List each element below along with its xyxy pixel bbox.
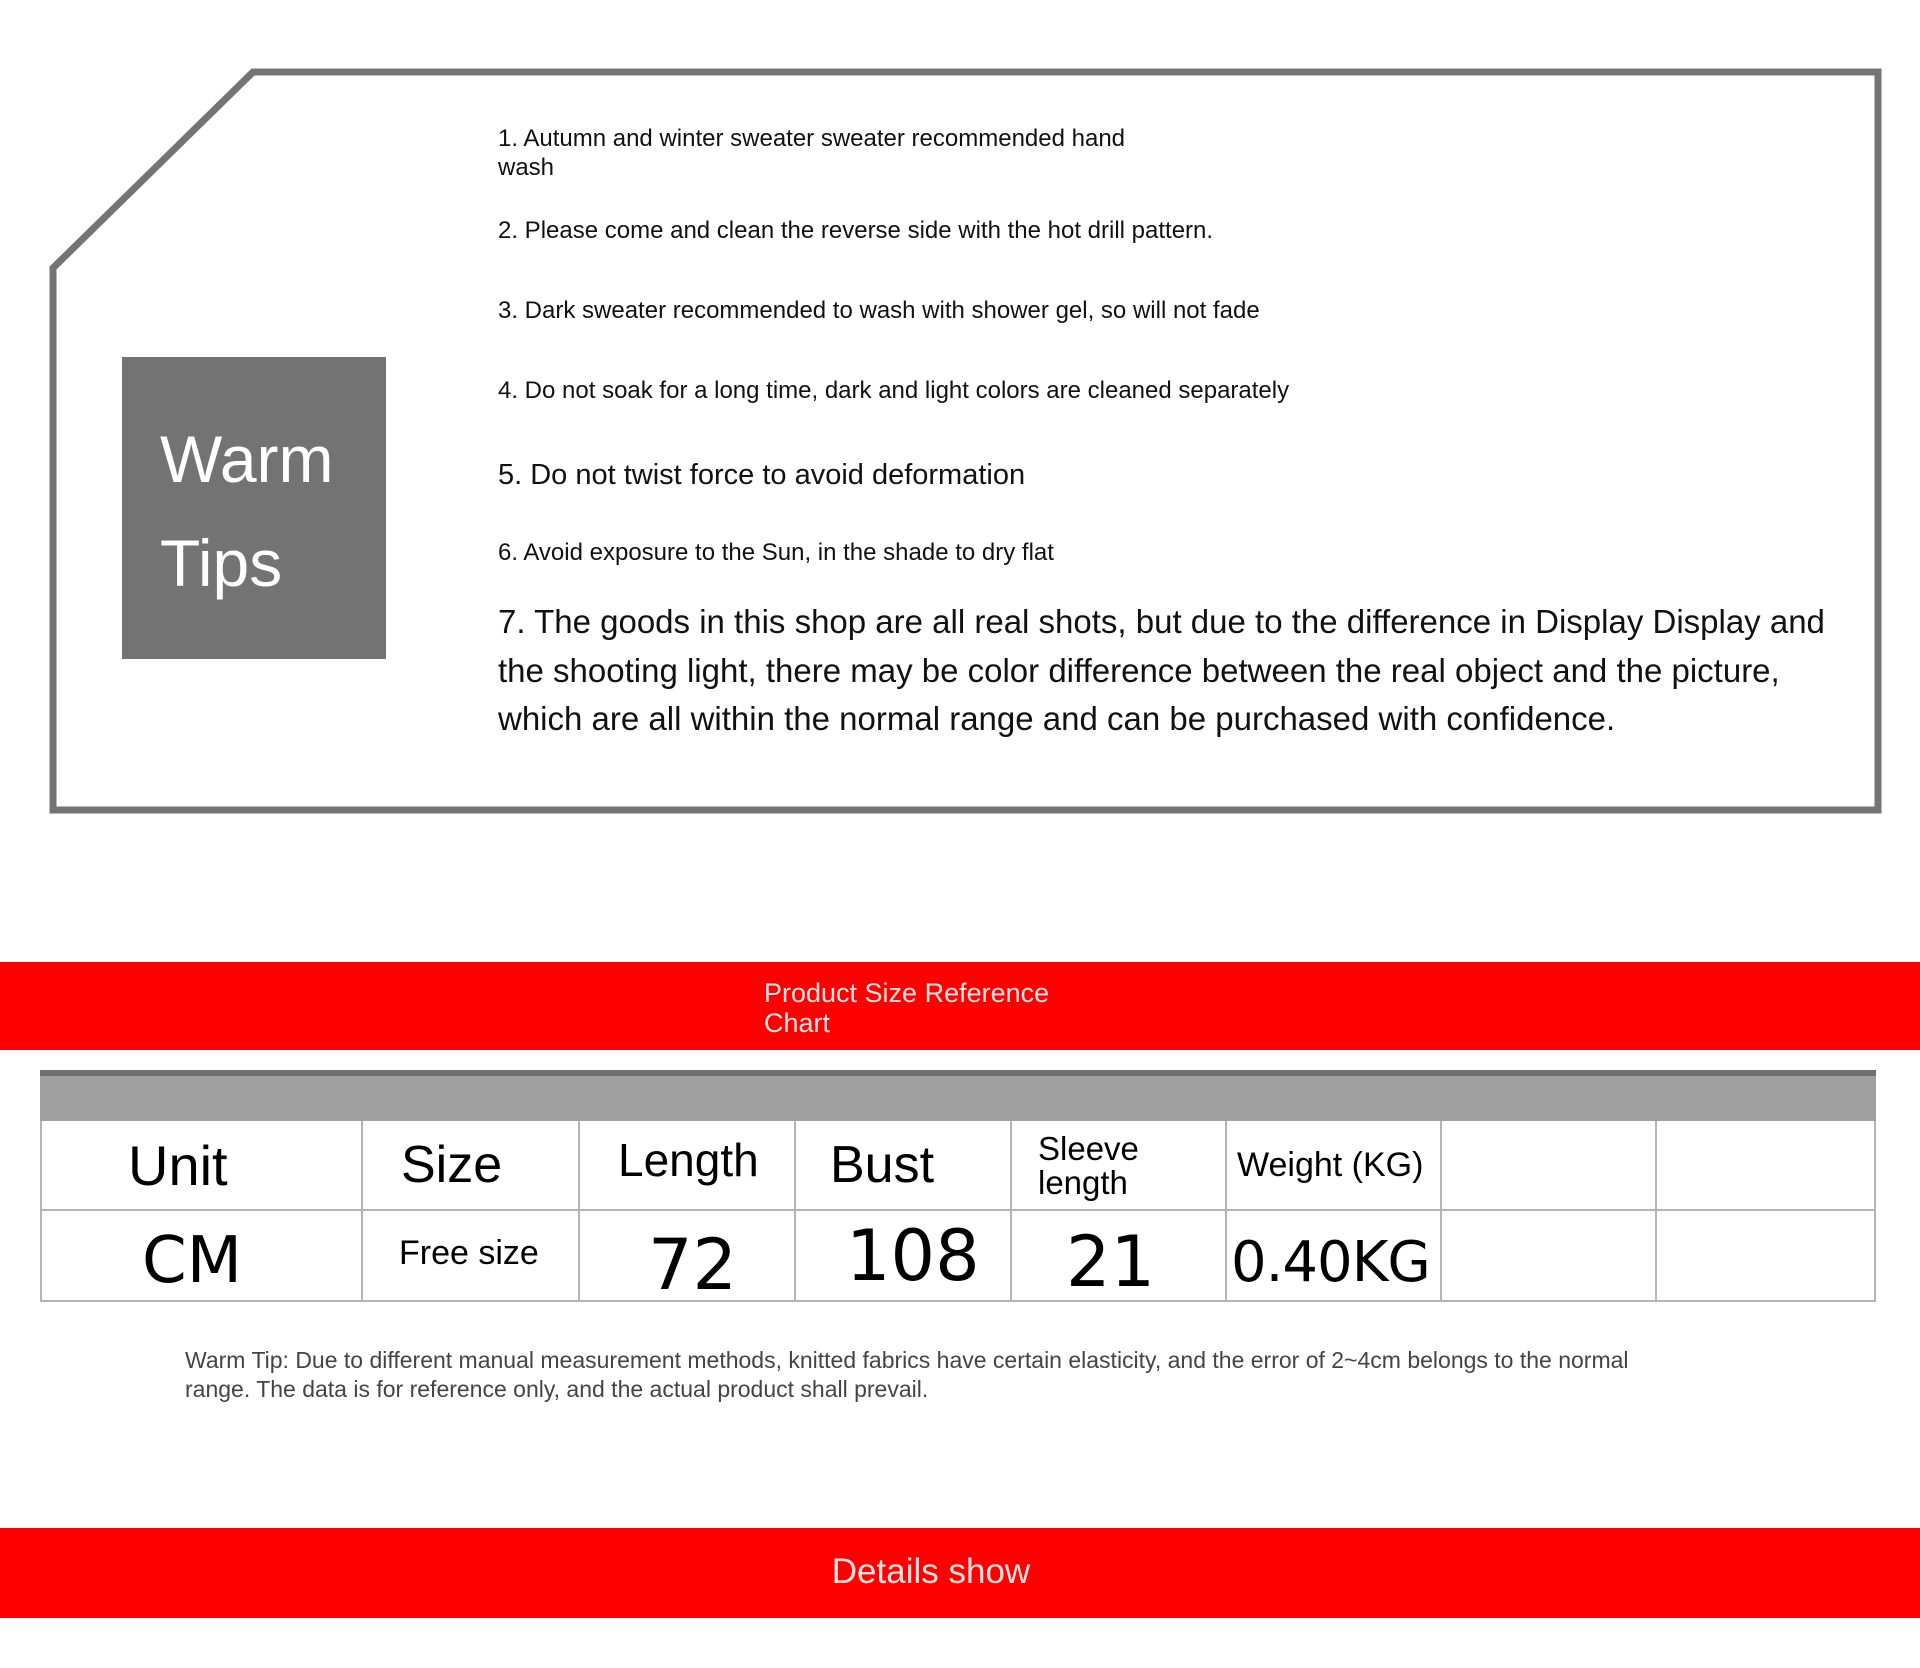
tip-item-3: 3. Dark sweater recommended to wash with shower gel, so will not fade <box>498 297 1260 324</box>
warm-tips-badge-line2: Tips <box>160 526 283 600</box>
size-table <box>40 1070 1876 1306</box>
details-title: Details show <box>831 1552 1031 1591</box>
header-cell-unit: Unit <box>40 1121 363 1211</box>
value-cell-unit: CM <box>40 1211 363 1302</box>
header-cell-bust: Bust <box>796 1121 1012 1211</box>
value-cell-sleeve-length: 21 <box>1012 1211 1227 1302</box>
value-cell-empty-1 <box>1442 1211 1657 1302</box>
tip-item-4: 4. Do not soak for a long time, dark and light colors are cleaned separately <box>498 377 1290 404</box>
value-cell-empty-2 <box>1657 1211 1876 1302</box>
header-cell-sleeve-length: Sleeve length <box>1012 1121 1227 1211</box>
tip-item-5: 5. Do not twist force to avoid deformation <box>498 459 1026 491</box>
tip-item-2: 2. Please come and clean the reverse side with the hot drill pattern. <box>498 217 1214 244</box>
size-chart-title: Product Size Reference Chart <box>764 978 1050 1038</box>
header-cell-empty-1 <box>1442 1121 1657 1211</box>
value-cell-size: Free size <box>363 1211 580 1302</box>
tip-item-7: 7. The goods in this shop are all real shots, but due to the difference in Display Display and the shooting light, there may be color difference between the real object and the picture, which are all within the normal range and can be purchased with confidence. <box>498 603 1825 737</box>
header-cell-weight: Weight (KG) <box>1227 1121 1442 1211</box>
header-cell-size: Size <box>363 1121 580 1211</box>
size-chart-banner <box>0 962 1920 1050</box>
size-chart-note: Warm Tip: Due to different manual measurement methods, knitted fabrics have certain elasticity, and the error of 2~4cm belongs to the normal range. The data is for reference only, and the actual product shall prevail. <box>185 1347 1629 1402</box>
details-banner <box>0 1528 1920 1618</box>
value-cell-bust: 108 <box>796 1211 1012 1302</box>
tip-item-6: 6. Avoid exposure to the Sun, in the shade to dry flat <box>498 539 1054 566</box>
value-cell-weight: 0.40KG <box>1227 1211 1442 1302</box>
header-cell-length: Length <box>580 1121 796 1211</box>
size-table-header-band <box>40 1070 1876 1121</box>
warm-tips-badge <box>122 357 386 659</box>
value-cell-length: 72 <box>580 1211 796 1302</box>
size-table-value-row <box>40 1211 1876 1306</box>
size-table-header-row <box>40 1121 1876 1211</box>
warm-tips-badge-line1: Warm <box>160 422 334 496</box>
header-cell-empty-2 <box>1657 1121 1876 1211</box>
tip-item-1: 1. Autumn and winter sweater sweater recommended hand wash <box>498 125 1126 181</box>
